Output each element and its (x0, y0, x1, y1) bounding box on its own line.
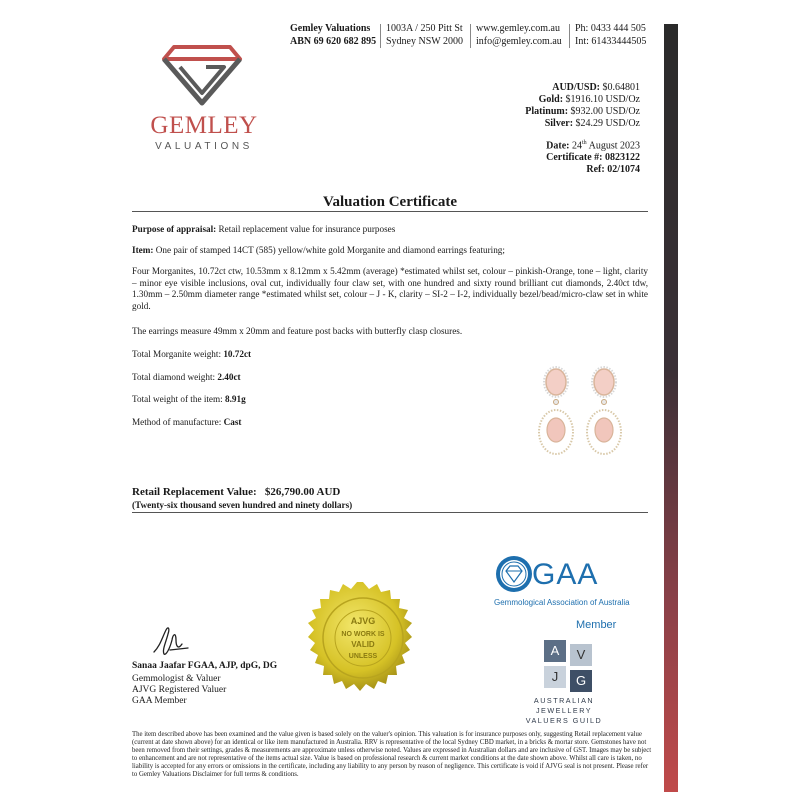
spec-method: Method of manufacture: Cast (132, 417, 242, 427)
certificate-date: Date: 24th August 2023 (546, 140, 640, 152)
gaa-wordmark: GAA (532, 558, 599, 591)
signature-mark (148, 620, 196, 660)
signatory-membership: GAA Member (132, 696, 187, 706)
item-description: Four Morganites, 10.72ct ctw, 10.53mm x 8.12mm x 5.42mm (average) *estimated whilst set, colour – pinkish-Orange, tone – light, clarity – minor eye visible inclusions, oval cut, individually four claw set, with one hundred and sixty round brilliant cut diamonds, 2.40ct tdw, 1.30mm – 2.50mm diameter range *estimated whilst set, colour – J - K, clarity – SI-2 – I-2, individually bezel/bead/micro-claw set in white gold. (132, 266, 648, 311)
signatory-title: Gemmologist & Valuer (132, 674, 221, 684)
purpose-line: Purpose of appraisal: Retail replacement value for insurance purposes (132, 224, 396, 234)
seal-line2: NO WORK IS (341, 631, 385, 638)
gaa-subtitle: Gemmological Association of Australia (494, 598, 630, 607)
spec-diamond: Total diamond weight: 2.40ct (132, 372, 241, 382)
header-divider (470, 24, 471, 48)
certificate-ref: Ref: 02/1074 (586, 164, 640, 176)
logo-subtitle: VALUATIONS (155, 141, 253, 152)
gaa-emblem-icon (494, 554, 534, 594)
item-measurements: The earrings measure 49mm x 20mm and feature post backs with butterfly clasp closures. (132, 326, 463, 336)
ajvg-name: AUSTRALIAN JEWELLERY VALUERS GUILD (525, 696, 603, 725)
header-divider (380, 24, 381, 48)
website-link[interactable]: www.gemley.com.au (476, 23, 560, 34)
page-title: Valuation Certificate (322, 194, 457, 210)
header-web[interactable] (476, 22, 562, 48)
metal-rates: AUD/USD: $0.64801 Gold: $1916.10 USD/Oz Platinum: $932.00 USD/Oz Silver: $24.29 USD/Oz (525, 82, 640, 129)
ajvg-letter-a: A (544, 640, 566, 662)
spec-morganite: Total Morganite weight: 10.72ct (132, 349, 252, 359)
certificate-meta (546, 137, 640, 176)
item-line: Item: One pair of stamped 14CT (585) yellow/white gold Morganite and diamond earrings featuring; (132, 245, 505, 255)
header-address: 1003A / 250 Pitt St Sydney NSW 2000 (386, 23, 464, 47)
ajvg-seal-icon (302, 580, 424, 702)
certificate-number: Certificate #: 0823122 (546, 152, 640, 164)
seal-line3: VALID (351, 640, 375, 649)
signatory-registration: AJVG Registered Valuer (132, 685, 227, 695)
seal-line1: AJVG (350, 616, 376, 626)
retail-value-words: (Twenty-six thousand seven hundred and ninety dollars) (132, 500, 353, 510)
retail-value: Retail Replacement Value: $26,790.00 AUD (132, 486, 341, 498)
email-link[interactable]: info@gemley.com.au (476, 36, 562, 47)
signatory-name: Sanaa Jaafar FGAA, AJP, dpG, DG (132, 661, 278, 671)
gaa-member-label: Member (576, 619, 617, 631)
seal-line4: UNLESS (348, 653, 378, 660)
header-divider (569, 24, 570, 48)
ajvg-logo-icon (540, 640, 596, 692)
logo-wordmark: GEMLEY (150, 112, 258, 139)
gemley-gem-logo-icon (160, 43, 244, 107)
ajvg-letter-v: V (570, 644, 592, 666)
retail-divider (132, 512, 648, 513)
disclaimer-text: The item described above has been examined and the value given is based solely on the valuer's opinion. This valuation is for insurance purposes only, suggesting Retail replacement value (current at date shown above) for an identical or like item manufactured in Australia. RRV is representative of the local Sydney CBD market, in a bricks & mortar store. Gemstones have not been removed from their settings, grades & measurements are approximate unless otherwise noted. Values are expressed in Australian dollars and are inclusive of GST. Images may be subject to enhancement and are not representative of the items actual size. Value is based on professional research & current market conditions at the date shown above. Whilst all care is taken, no liability is accepted for any errors or omissions in the certificate, including any liability to any person by reason of negligence. This certificate is void if AJVG seal is not present. Please refer to Gemley Valuations Disclaimer for full terms & conditions. (132, 731, 652, 779)
side-accent-bar (664, 24, 678, 792)
header-phone: Ph: 0433 444 505 Int: 61433444505 (575, 23, 647, 47)
title-divider (132, 211, 648, 212)
earrings-photo (528, 360, 632, 470)
ajvg-letter-j: J (544, 666, 566, 688)
ajvg-letter-g: G (570, 670, 592, 692)
spec-weight: Total weight of the item: 8.91g (132, 394, 246, 404)
header-company: Gemley Valuations ABN 69 620 682 895 (290, 23, 377, 47)
